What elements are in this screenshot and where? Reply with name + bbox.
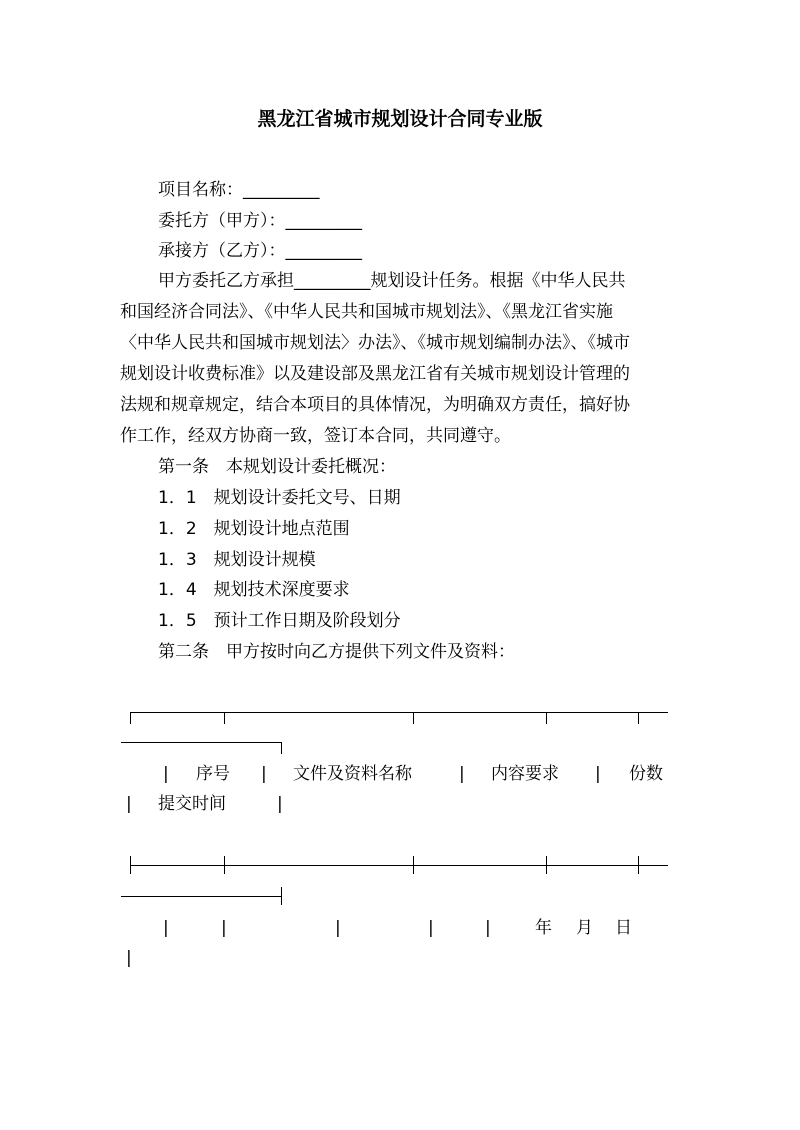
intro-line-6: 作工作，经双方协商一致，签订本合同，共同遵守。 — [120, 426, 511, 446]
date-year-label: 年 — [535, 918, 552, 938]
table-divider: | — [126, 948, 132, 968]
table-divider: | — [221, 918, 227, 938]
client-field: 委托方（甲方）：_________ — [158, 211, 362, 231]
table-divider: | — [595, 764, 601, 784]
article-2-heading: 第二条 甲方按时向乙方提供下列文件及资料： — [158, 642, 515, 662]
table-header-cell: 份数 — [629, 764, 663, 784]
table-header-cell: 文件及资料名称 — [293, 764, 412, 784]
intro-line-4: 规划设计收费标准》以及建设部及黑龙江省有关城市规划设计管理的 — [120, 364, 630, 384]
project-name-field: 项目名称：_________ — [158, 180, 320, 200]
table-divider: | — [163, 918, 169, 938]
table-divider: | — [126, 794, 132, 814]
article-1-heading: 第一条 本规划设计委托概况： — [158, 457, 396, 477]
intro-line-2: 和国经济合同法》、《中华人民共和国城市规划法》、《黑龙江省实施 — [120, 302, 613, 322]
article-1-item: 1．5 预计工作日期及阶段划分 — [158, 611, 401, 631]
table-divider: | — [261, 764, 267, 784]
table-divider: | — [277, 794, 283, 814]
table-divider: | — [428, 918, 434, 938]
article-1-item: 1．4 规划技术深度要求 — [158, 580, 350, 600]
table-header-cell: 内容要求 — [491, 764, 559, 784]
table-divider: | — [459, 764, 465, 784]
table-divider: | — [163, 764, 169, 784]
article-1-item: 1．3 规划设计规模 — [158, 550, 316, 570]
intro-line-1: 甲方委托乙方承担_________规划设计任务。根据《中华人民共 — [158, 271, 626, 291]
article-1-item: 1．1 规划设计委托文号、日期 — [158, 488, 401, 508]
article-1-item: 1．2 规划设计地点范围 — [158, 519, 350, 539]
document-title: 黑龙江省城市规划设计合同专业版 — [257, 108, 543, 130]
intro-line-5: 法规和规章规定，结合本项目的具体情况，为明确双方责任，搞好协 — [120, 395, 630, 415]
table-header-cell: 序号 — [196, 764, 230, 784]
date-day-label: 日 — [615, 918, 632, 938]
table-header-cell: 提交时间 — [158, 794, 226, 814]
table-divider: | — [485, 918, 491, 938]
table-divider: | — [335, 918, 341, 938]
date-month-label: 月 — [576, 918, 593, 938]
intro-line-3: 〈中华人民共和国城市规划法〉办法》、《城市规划编制办法》、《城市 — [120, 333, 630, 353]
contractor-field: 承接方（乙方）：_________ — [158, 241, 362, 261]
